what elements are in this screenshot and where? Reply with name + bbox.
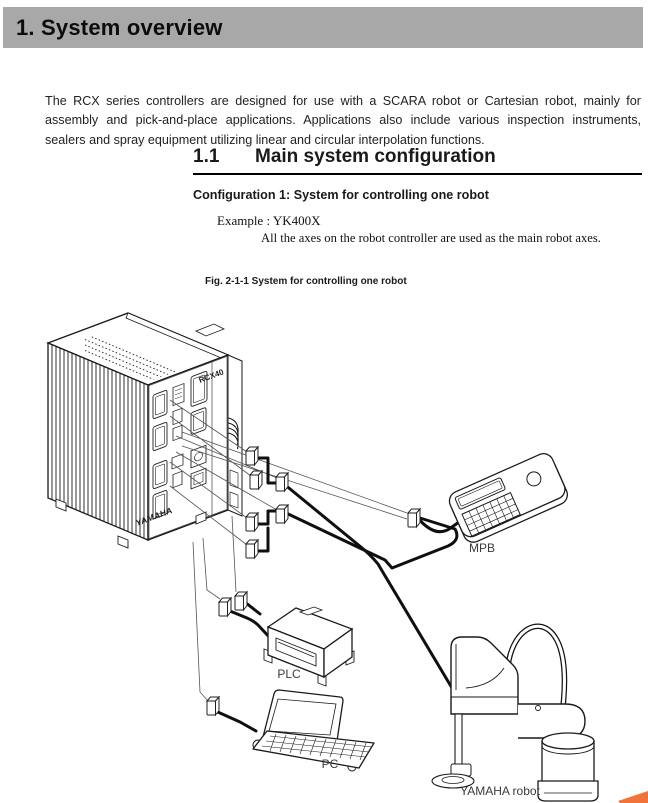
subsection-title: Main system configuration [255,146,496,167]
figure-caption: Fig. 2-1-1 System for controlling one robot [205,276,407,287]
intro-paragraph: The RCX series controllers are designed for use with a SCARA robot or Cartesian robot, mainly for assembly and pick-and-place applications. Applications also include various inspection instruments, sealers and spray equipment utilizing linear and circular interpolation functions. [45,93,641,147]
subsection-heading [193,146,642,175]
example-detail: All the axes on the robot controller are used as the main robot axes. [261,231,601,245]
plc-illustration [264,607,354,686]
robot-label: YAMAHA robot [460,784,540,798]
cable-pc [216,711,257,731]
plc-label: PLC [277,667,301,681]
footer-accent-icon [618,791,648,803]
chapter-title: 1. System overview [16,14,223,40]
chapter-header-bar [3,7,643,48]
robot-illustration [432,626,598,801]
controller-brand-label: YAMAHA [134,505,174,528]
controller-handle [196,324,224,336]
controller-illustration [48,313,242,548]
controller-model-label: RCX40 [197,367,225,385]
pc-label: PC [321,757,339,771]
mpb-label: MPB [468,541,496,555]
pc-illustration [253,690,374,771]
system-diagram [0,295,648,803]
cable-plc [228,601,273,640]
example-label: Example : YK400X [217,213,321,228]
config-heading: Configuration 1: System for controlling one robot [193,188,489,202]
mpb-illustration [446,450,570,555]
subsection-number: 1.1 [193,146,220,167]
